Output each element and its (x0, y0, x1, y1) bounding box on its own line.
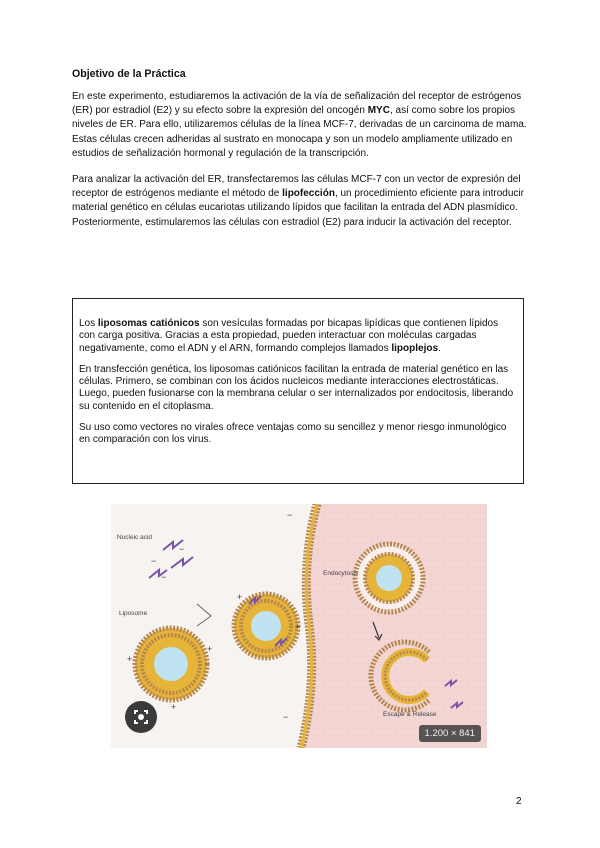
lens-icon (125, 701, 157, 733)
text-span: Los (79, 318, 98, 329)
minus-charge: − (287, 510, 293, 520)
liposome-free (135, 628, 207, 700)
text-span: . (438, 342, 441, 354)
box-paragraph-3: Su uso como vectores no virales ofrece ventajas como su sencillez y menor riesgo inmunológico en comparación con los virus. (79, 422, 507, 446)
bold-liposomas: liposomas catiónicos (97, 318, 200, 329)
plus-charge: + (171, 702, 177, 712)
label-endocytosis: Endocytosis (323, 570, 359, 577)
minus-charge: − (161, 572, 167, 582)
text-span: En este experimento, estudiaremos la activación de la vía de señalización del receptor de estrógenos (ER) por estradiol (E2) y su efecto sobre la expresión del oncogén (72, 91, 522, 117)
box-paragraph-1 (79, 318, 517, 355)
lipofection-figure[interactable] (111, 504, 487, 748)
page-number: 2 (516, 796, 522, 807)
paragraph-objective (72, 90, 528, 161)
plus-charge: + (237, 592, 243, 602)
minus-charge: − (179, 544, 185, 554)
endosome (355, 544, 423, 612)
bold-myc: MYC (367, 105, 390, 117)
text-span: son vesículas formadas por bicapas lipídicas que contienen lípidos con carga positiva. Gracias a esta propiedad, pueden interactuar con moléculas cargadas negativamente, como el ADN y el ARN, formando complejos llamados (79, 318, 499, 354)
merge-arrow (197, 604, 211, 626)
section-heading: Objetivo de la Práctica (72, 68, 186, 80)
visual-search-button[interactable] (125, 701, 157, 733)
plus-charge: + (207, 644, 213, 654)
text-span: Para analizar la activación del ER, transfectaremos las células MCF-7 con un vector de expresión del receptor de estrógenos mediante el método de (72, 174, 521, 200)
label-escape-release: Escape & Release (383, 711, 437, 718)
paragraph-lipofection (72, 173, 528, 230)
plus-charge: + (295, 622, 301, 632)
text-span: , así como sobre los propios niveles de ER. Para ello, utilizaremos células de la línea MCF-7, derivadas de un carcinoma de mama. Estas células crecen adheridas al sustrato en monocapa y son un modelo ampliamente utilizado en estudios de señalización hormonal y regulación de la transcripción. (72, 105, 527, 159)
bold-lipoplejos: lipoplejos (391, 342, 439, 354)
lipoplex (234, 594, 301, 658)
liposome-info-box (72, 298, 524, 484)
label-liposome: Liposome (119, 610, 148, 617)
minus-charge: − (283, 712, 289, 722)
image-size-badge: 1.200 × 841 (419, 725, 481, 742)
page-content (72, 68, 528, 242)
label-nucleic-acid: Nucleic acid (117, 534, 153, 541)
minus-charge: − (151, 556, 157, 566)
bold-lipofeccion: lipofección (282, 188, 335, 200)
box-paragraph-2: En transfección genética, los liposomas catiónicos facilitan la entrada de material genético en las células. Primero, se combinan con los ácidos nucleicos mediante interacciones electrostáticas. Luego, pueden fusionarse con la membrana celular o ser internalizados por endocitosis, liberando su contenido en el citoplasma. (79, 363, 514, 412)
text-span: , un procedimiento eficiente para introducir material genético en células eucariotas utilizando lípidos que facilitan la entrada del ADN plasmídico. Posteriormente, estimularemos las células con estradiol (E2) para inducir la activación del receptor. (72, 188, 524, 228)
plus-charge: + (127, 654, 133, 664)
